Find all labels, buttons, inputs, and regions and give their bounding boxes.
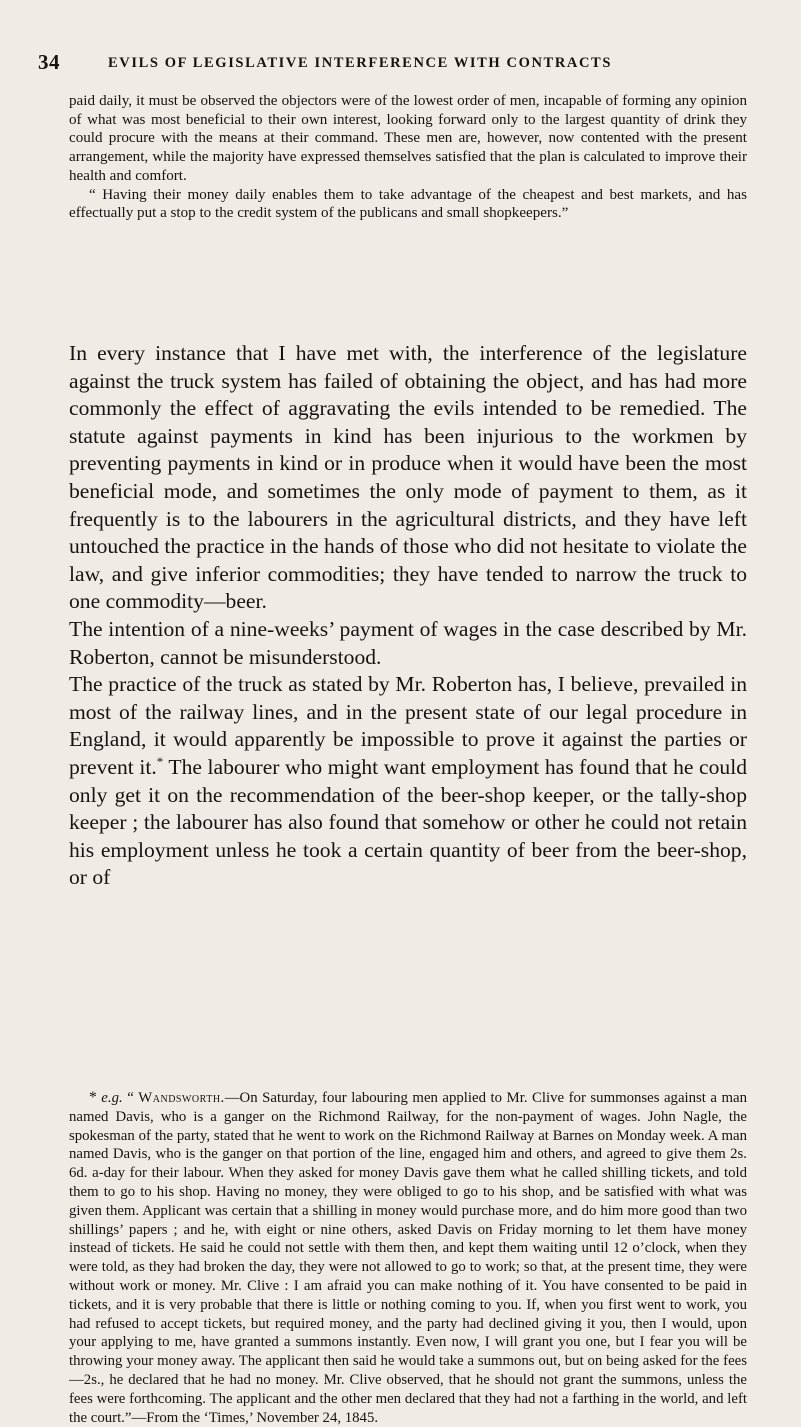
running-title: EVILS OF LEGISLATIVE INTERFERENCE WITH CONTRACTS — [108, 55, 612, 71]
footnote-reference-mark: * — [156, 753, 164, 769]
running-head — [38, 50, 748, 76]
quote-paragraph: paid daily, it must be observed the objectors were of the lowest order of men, incapable of forming any opinion of what was most beneficial to their own interest, looking forward only to the largest quantity of drink they could procure with the means at their command. These men are, however, now contented with the present arrangement, while the majority have expressed themselves satisfied that the plan is calculated to improve their health and comfort. — [69, 93, 747, 184]
main-text — [69, 340, 747, 892]
footnote-body: —On Saturday, four labouring men applied to Mr. Clive for summonses against a man named Davis, who is a ganger on the Richmond Railway, for the non-payment of wages. John Nagle, the spokesman of the party, stated that he went to work on the Richmond Railway at Barnes on Monday week. A man named Davis, who is the ganger on that portion of the line, engaged him and others, and agreed to give them 2s. 6d. a-day for their labour. When they asked for money Davis gave them what he called shilling tickets, and told them to go to his shop. Having no money, they were obliged to go to his shop, and be satisfied with what was given them. Applicant was certain that a shilling in money would purchase more, and do him more good than two shillings’ papers ; and he, with eight or nine others, asked Davis on Friday morning to let them have money instead of tickets. He said he could not settle with them then, and kept them waiting until 12 o’clock, when they were told, as they had broken the day, they were not allowed to go to work; so that, at the present time, they were without work or money. Mr. Clive : I am afraid you can make nothing of it. You have consented to be paid in tickets, and it is very probable that there is little or nothing coming to you. If, when you first went to work, you had refused to accept tickets, but required money, and the party had declined giving it you, then I would, upon your applying to me, have granted a summons instantly. Even now, I will grant you one, but I fear you will be throwing your money away. The applicant then said he would take a summons out, but on being asked for the fees—2s., he declared that he had no money. Mr. Clive observed, that he should not grant the summons, unless the fees were forthcoming. The applicant and the other men declared that they had not a farthing in the world, and left the court.”—From the ‘Times,’ November 24, 1845. — [69, 1090, 747, 1426]
page-number: 34 — [38, 50, 60, 74]
quoted-passage — [69, 92, 747, 223]
body-text: The labourer who might want employment has found that he could only get it on the recommendation of the beer-shop keeper, or the tally-shop keeper ; the labourer has also found that somehow or other he could not retain his employment unless he took a certain quantity of beer from the beer-shop, or of — [69, 754, 747, 890]
footnote-eg: e.g. — [101, 1090, 123, 1106]
body-paragraph: The intention of a nine-weeks’ payment of wages in the case described by Mr. Roberton, cannot be misunderstood. — [69, 616, 747, 669]
footnote-open-quote: “ — [122, 1090, 139, 1106]
body-text: The practice of the truck as stated by Mr. Roberton has, I believe, prevailed in most of the railway lines, and in the present state of our legal procedure in England, it would apparently be impossible to prove it against the parties or prevent it. — [69, 672, 747, 779]
footnote — [69, 1089, 747, 1427]
body-paragraph — [69, 671, 747, 892]
footnote-paragraph — [69, 1089, 747, 1427]
body-paragraph: In every instance that I have met with, the interference of the legislature against the truck system has failed of obtaining the object, and has had more commonly the effect of aggravating the evils intended to be remedied. The statute against payments in kind has been injurious to the workmen by preventing payments in kind or in produce when it would have been the most beneficial mode, and sometimes the only mode of payment to them, as it frequently is to the labourers in the agricultural districts, and they have left untouched the practice in the hands of those who did not hesitate to violate the law, and give inferior commodities; they have tended to narrow the truck to one commodity—beer. — [69, 341, 747, 614]
footnote-mark: * — [89, 1089, 97, 1106]
footnote-place: Wandsworth. — [138, 1090, 225, 1106]
quote-paragraph: “ Having their money daily enables them to take advantage of the cheapest and best markets, and has effectually put a stop to the credit system of the publicans and small shopkeepers.” — [69, 186, 747, 222]
